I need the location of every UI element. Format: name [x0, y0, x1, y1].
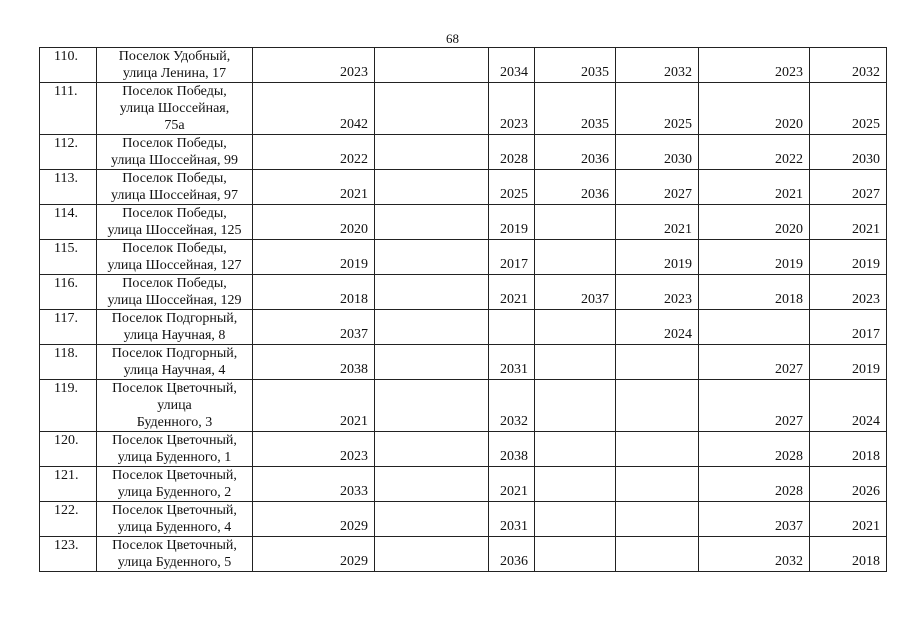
address-line: улица: [157, 398, 192, 413]
table-body: [40, 48, 887, 572]
address-cell: [97, 135, 253, 170]
col-1-value: 2018: [253, 275, 375, 310]
col-7-value: 2027: [810, 170, 887, 205]
col-3-value: 2031: [489, 345, 535, 380]
address-line: улица Шоссейная, 125: [107, 223, 242, 238]
page-number: 68: [446, 31, 459, 46]
table-row: [40, 345, 887, 380]
row-number: 113.: [40, 170, 97, 205]
col-5-value: 2024: [616, 310, 699, 345]
address-line: улица Буденного, 4: [117, 520, 232, 535]
address-line: Поселок Победы,: [122, 84, 227, 99]
col-3-value: 2038: [489, 432, 535, 467]
col-2-value: [375, 310, 489, 345]
address-line: Поселок Подгорный,: [111, 346, 238, 361]
col-4-value: [535, 467, 616, 502]
col-7-value: 2024: [810, 380, 887, 432]
row-number: 115.: [40, 240, 97, 275]
col-4-value: [535, 345, 616, 380]
row-number: 111.: [40, 83, 97, 135]
table-row: [40, 83, 887, 135]
col-7-value: 2032: [810, 48, 887, 83]
row-number: 117.: [40, 310, 97, 345]
address-line: Поселок Победы,: [122, 136, 227, 151]
address-line: улица Буденного, 1: [117, 450, 232, 465]
address-cell: [97, 275, 253, 310]
col-4-value: [535, 205, 616, 240]
col-1-value: 2037: [253, 310, 375, 345]
col-5-value: 2025: [616, 83, 699, 135]
col-5-value: 2027: [616, 170, 699, 205]
col-7-value: 2017: [810, 310, 887, 345]
row-number: 123.: [40, 537, 97, 572]
col-4-value: 2035: [535, 48, 616, 83]
address-cell: [97, 83, 253, 135]
address-line: Буденного, 3: [136, 415, 213, 430]
col-5-value: 2019: [616, 240, 699, 275]
address-line: Поселок Победы,: [122, 241, 227, 256]
col-4-value: [535, 380, 616, 432]
col-6-value: 2037: [699, 502, 810, 537]
row-number: 114.: [40, 205, 97, 240]
col-3-value: 2019: [489, 205, 535, 240]
address-line: улица Шоссейная, 99: [111, 153, 238, 168]
address-cell: [97, 240, 253, 275]
address-cell: [97, 502, 253, 537]
address-line: Поселок Подгорный,: [111, 311, 238, 326]
col-3-value: 2021: [489, 467, 535, 502]
schedule-table: [39, 47, 887, 572]
col-1-value: 2038: [253, 345, 375, 380]
address-line: Поселок Цветочный,: [112, 468, 237, 483]
col-6-value: 2020: [699, 83, 810, 135]
col-2-value: [375, 275, 489, 310]
col-3-value: 2036: [489, 537, 535, 572]
col-1-value: 2019: [253, 240, 375, 275]
col-7-value: 2025: [810, 83, 887, 135]
col-3-value: 2021: [489, 275, 535, 310]
col-3-value: 2031: [489, 502, 535, 537]
col-3-value: 2034: [489, 48, 535, 83]
table-row: [40, 275, 887, 310]
row-number: 118.: [40, 345, 97, 380]
col-3-value: 2032: [489, 380, 535, 432]
col-7-value: 2018: [810, 537, 887, 572]
col-6-value: 2018: [699, 275, 810, 310]
address-line: Поселок Цветочный,: [112, 381, 237, 396]
col-5-value: 2032: [616, 48, 699, 83]
address-line: улица Научная, 8: [123, 328, 226, 343]
col-3-value: 2023: [489, 83, 535, 135]
col-6-value: [699, 310, 810, 345]
col-2-value: [375, 502, 489, 537]
row-number: 121.: [40, 467, 97, 502]
col-6-value: 2021: [699, 170, 810, 205]
col-2-value: [375, 48, 489, 83]
col-5-value: 2030: [616, 135, 699, 170]
address-line: улица Шоссейная,: [119, 101, 230, 116]
address-line: улица Буденного, 2: [117, 485, 232, 500]
row-number: 122.: [40, 502, 97, 537]
col-3-value: 2017: [489, 240, 535, 275]
col-4-value: [535, 537, 616, 572]
address-line: Поселок Победы,: [122, 206, 227, 221]
col-2-value: [375, 537, 489, 572]
table-row: [40, 170, 887, 205]
address-line: Поселок Удобный,: [118, 49, 231, 64]
address-line: улица Ленина, 17: [122, 66, 227, 81]
address-cell: [97, 537, 253, 572]
col-1-value: 2021: [253, 170, 375, 205]
col-1-value: 2042: [253, 83, 375, 135]
col-1-value: 2029: [253, 502, 375, 537]
table-row: [40, 135, 887, 170]
col-1-value: 2020: [253, 205, 375, 240]
col-1-value: 2023: [253, 48, 375, 83]
table-row: [40, 310, 887, 345]
col-7-value: 2019: [810, 240, 887, 275]
address-line: улица Буденного, 5: [117, 555, 232, 570]
col-3-value: 2028: [489, 135, 535, 170]
col-2-value: [375, 170, 489, 205]
address-cell: [97, 467, 253, 502]
col-7-value: 2019: [810, 345, 887, 380]
col-6-value: 2022: [699, 135, 810, 170]
row-number: 112.: [40, 135, 97, 170]
address-cell: [97, 48, 253, 83]
col-7-value: 2021: [810, 205, 887, 240]
table-row: [40, 467, 887, 502]
col-3-value: [489, 310, 535, 345]
address-line: улица Шоссейная, 127: [107, 258, 242, 273]
col-7-value: 2021: [810, 502, 887, 537]
col-1-value: 2021: [253, 380, 375, 432]
col-2-value: [375, 83, 489, 135]
col-5-value: [616, 380, 699, 432]
col-4-value: [535, 502, 616, 537]
address-cell: [97, 380, 253, 432]
table-row: [40, 432, 887, 467]
col-4-value: 2036: [535, 135, 616, 170]
address-line: Поселок Цветочный,: [112, 433, 237, 448]
address-line: 75а: [164, 118, 185, 133]
col-7-value: 2026: [810, 467, 887, 502]
col-4-value: 2036: [535, 170, 616, 205]
address-line: Поселок Цветочный,: [112, 503, 237, 518]
col-5-value: [616, 432, 699, 467]
col-4-value: [535, 310, 616, 345]
col-6-value: 2032: [699, 537, 810, 572]
row-number: 116.: [40, 275, 97, 310]
table-row: [40, 205, 887, 240]
col-4-value: [535, 432, 616, 467]
col-5-value: [616, 345, 699, 380]
address-line: улица Научная, 4: [123, 363, 226, 378]
col-5-value: [616, 537, 699, 572]
table-row: [40, 240, 887, 275]
table-row: [40, 537, 887, 572]
address-line: улица Шоссейная, 129: [107, 293, 242, 308]
col-1-value: 2022: [253, 135, 375, 170]
table-row: [40, 48, 887, 83]
col-2-value: [375, 345, 489, 380]
col-6-value: 2028: [699, 432, 810, 467]
col-7-value: 2030: [810, 135, 887, 170]
col-5-value: 2021: [616, 205, 699, 240]
col-2-value: [375, 432, 489, 467]
address-line: улица Шоссейная, 97: [111, 188, 238, 203]
address-line: Поселок Победы,: [122, 171, 227, 186]
table-row: [40, 502, 887, 537]
col-6-value: 2028: [699, 467, 810, 502]
col-5-value: [616, 467, 699, 502]
row-number: 110.: [40, 48, 97, 83]
col-1-value: 2033: [253, 467, 375, 502]
table-row: [40, 380, 887, 432]
col-2-value: [375, 380, 489, 432]
col-7-value: 2023: [810, 275, 887, 310]
col-4-value: 2037: [535, 275, 616, 310]
col-6-value: 2020: [699, 205, 810, 240]
address-cell: [97, 310, 253, 345]
col-6-value: 2023: [699, 48, 810, 83]
col-2-value: [375, 205, 489, 240]
address-cell: [97, 205, 253, 240]
col-7-value: 2018: [810, 432, 887, 467]
col-4-value: 2035: [535, 83, 616, 135]
col-1-value: 2029: [253, 537, 375, 572]
col-6-value: 2027: [699, 380, 810, 432]
col-2-value: [375, 240, 489, 275]
col-2-value: [375, 467, 489, 502]
address-cell: [97, 170, 253, 205]
col-2-value: [375, 135, 489, 170]
col-6-value: 2027: [699, 345, 810, 380]
col-1-value: 2023: [253, 432, 375, 467]
row-number: 120.: [40, 432, 97, 467]
address-cell: [97, 345, 253, 380]
address-line: Поселок Цветочный,: [112, 538, 237, 553]
col-5-value: 2023: [616, 275, 699, 310]
row-number: 119.: [40, 380, 97, 432]
col-3-value: 2025: [489, 170, 535, 205]
address-line: Поселок Победы,: [122, 276, 227, 291]
col-5-value: [616, 502, 699, 537]
col-6-value: 2019: [699, 240, 810, 275]
col-4-value: [535, 240, 616, 275]
address-cell: [97, 432, 253, 467]
